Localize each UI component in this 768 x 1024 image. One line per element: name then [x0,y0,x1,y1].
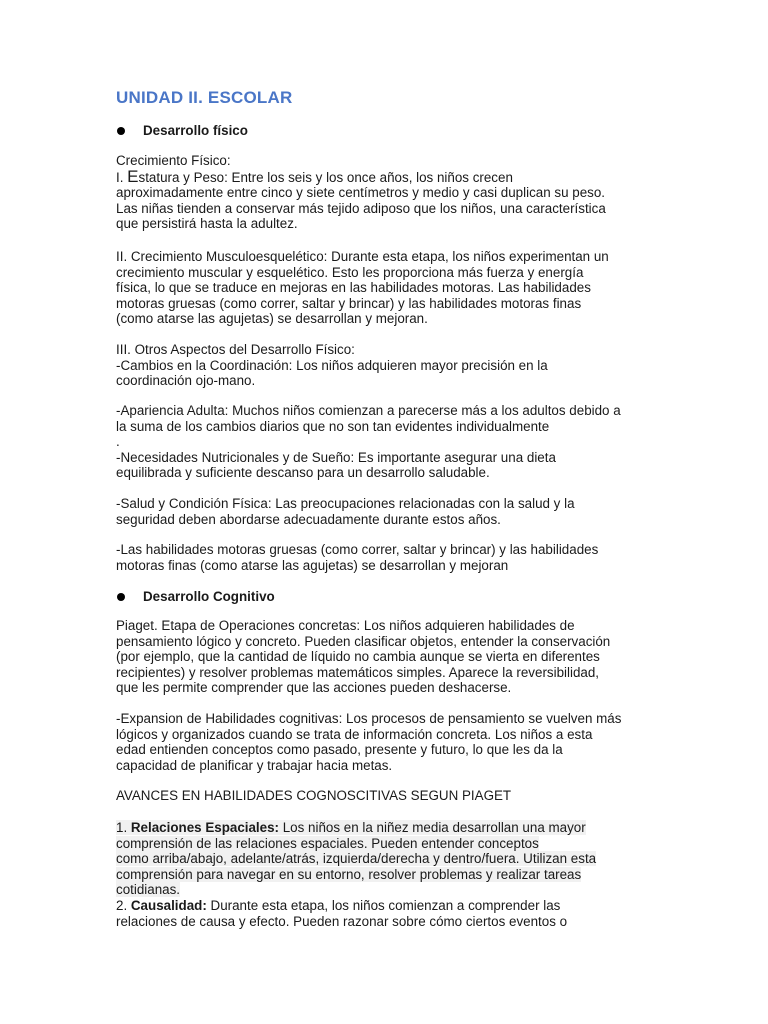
text-line: III. Otros Aspectos del Desarrollo Físico: [116,342,355,357]
text-line: lógicos y organizados cuando se trata de información concreta. Los niños a esta [116,726,593,742]
text-line: equilibrada y suficiente descanso para un desarrollo saludable. [116,465,490,481]
text-line: -Apariencia Adulta: Muchos niños comienzan a parecerse más a los adultos debido a [116,403,621,418]
term-relaciones-espaciales: Relaciones Espaciales: [130,820,280,835]
text-line: capacidad de planificar y trabajar hacia metas. [116,757,393,773]
text-line: que les permite comprender que las acciones pueden deshacerse. [116,680,512,696]
bullet-label: Desarrollo Cognitivo [143,589,275,604]
text-line: comprensión de las relaciones espaciales. Pueden entender conceptos [116,835,539,851]
text-line: AVANCES EN HABILIDADES COGNOSCITIVAS SEGUN PIAGET [116,788,512,803]
text-line: -Las habilidades motoras gruesas (como correr, saltar y brincar) y las habilidades [116,542,599,557]
term-causalidad: Causalidad: [130,897,207,913]
text-line: II. Crecimiento Musculoesquelético: Durante esta etapa, los niños experimentan un [116,249,609,264]
text-line: (como atarse las agujetas) se desarrollan y mejoran. [116,311,428,327]
text-line: -Expansion de Habilidades cognitivas: Los procesos de pensamiento se vuelven más [116,711,622,726]
text-line: que persistirá hasta la adultez. [116,216,298,232]
text-line: -Salud y Condición Física: Las preocupaciones relacionadas con la salud y la [116,496,575,511]
text-line: motoras gruesas (como correr, saltar y brincar) y las habilidades motoras finas [116,295,582,311]
text-line: 2. Causalidad: Durante esta etapa, los niños comienzan a comprender las [116,897,561,913]
paragraph-habilidades-cognoscitivas [116,820,661,929]
text-line: coordinación ojo-mano. [116,373,256,389]
text-line: -Cambios en la Coordinación: Los niños adquieren mayor precisión en la [116,357,548,373]
paragraph-expansion [116,711,661,773]
text-line: crecimiento muscular y esquelético. Esto les proporciona más fuerza y energía [116,264,584,280]
text-line: I. Estatura y Peso: Entre los seis y los once años, los niños crecen [116,166,513,186]
bullet-dot-icon [117,593,125,601]
text-line: -Necesidades Nutricionales y de Sueño: Es importante asegurar una dieta [116,449,556,465]
paragraph-crecimiento-fisico [116,153,661,232]
text-line: comprensión para navegar en su entorno, resolver problemas y realizar tareas [116,866,582,882]
text-line: relaciones de causa y efecto. Pueden razonar sobre cómo ciertos eventos o [116,913,568,929]
text-line: Piaget. Etapa de Operaciones concretas: Los niños adquieren habilidades de [116,618,575,633]
unit-heading: UNIDAD II. ESCOLAR [116,88,293,107]
paragraph-musculoesqueletico [116,249,661,327]
bullet-label: Desarrollo físico [143,123,248,138]
text-line: la suma de los cambios diarios que no son tan evidentes individualmente [116,418,550,434]
text-line: motoras finas (como atarse las agujetas) se desarrollan y mejoran [116,557,509,573]
paragraph-salud [116,496,661,527]
paragraph-piaget [116,618,661,696]
text-line: edad entienden conceptos como pasado, presente y futuro, lo que les da la [116,742,563,758]
text-line: aproximadamente entre cinco y siete centímetros y medio y casi duplican su peso. [116,185,606,201]
text-line: Crecimiento Físico: [116,153,231,168]
text-line: . [116,434,120,450]
text-line: física, lo que se traduce en mejoras en las habilidades motoras. Las habilidades [116,280,591,296]
paragraph-habilidades-motoras [116,542,661,573]
bullet-dot-icon [117,127,125,135]
section-title-avances [116,788,661,804]
text-line: (por ejemplo, que la cantidad de líquido no cambia aunque se vierta en diferentes [116,649,600,665]
text-line: cotidianas. [116,882,181,898]
text-line: pensamiento lógico y concreto. Pueden clasificar objetos, entender la conservación [116,633,611,649]
text-line: Las niñas tienden a conservar más tejido adiposo que los niños, una característica [116,200,606,216]
paragraph-apariencia-adulta [116,403,661,481]
text-line: 1. Relaciones Espaciales: Los niños en la niñez media desarrollan una mayor [116,820,586,835]
text-line: seguridad deben abordarse adecuadamente durante estos años. [116,511,501,527]
text-line: como arriba/abajo, adelante/atrás, izquierda/derecha y dentro/fuera. Utilizan esta [116,851,597,867]
drop-letter: E [127,166,139,186]
text-line: recipientes) y resolver problemas matemáticos simples. Aparece la reversibilidad, [116,664,600,680]
paragraph-otros-aspectos [116,342,661,389]
